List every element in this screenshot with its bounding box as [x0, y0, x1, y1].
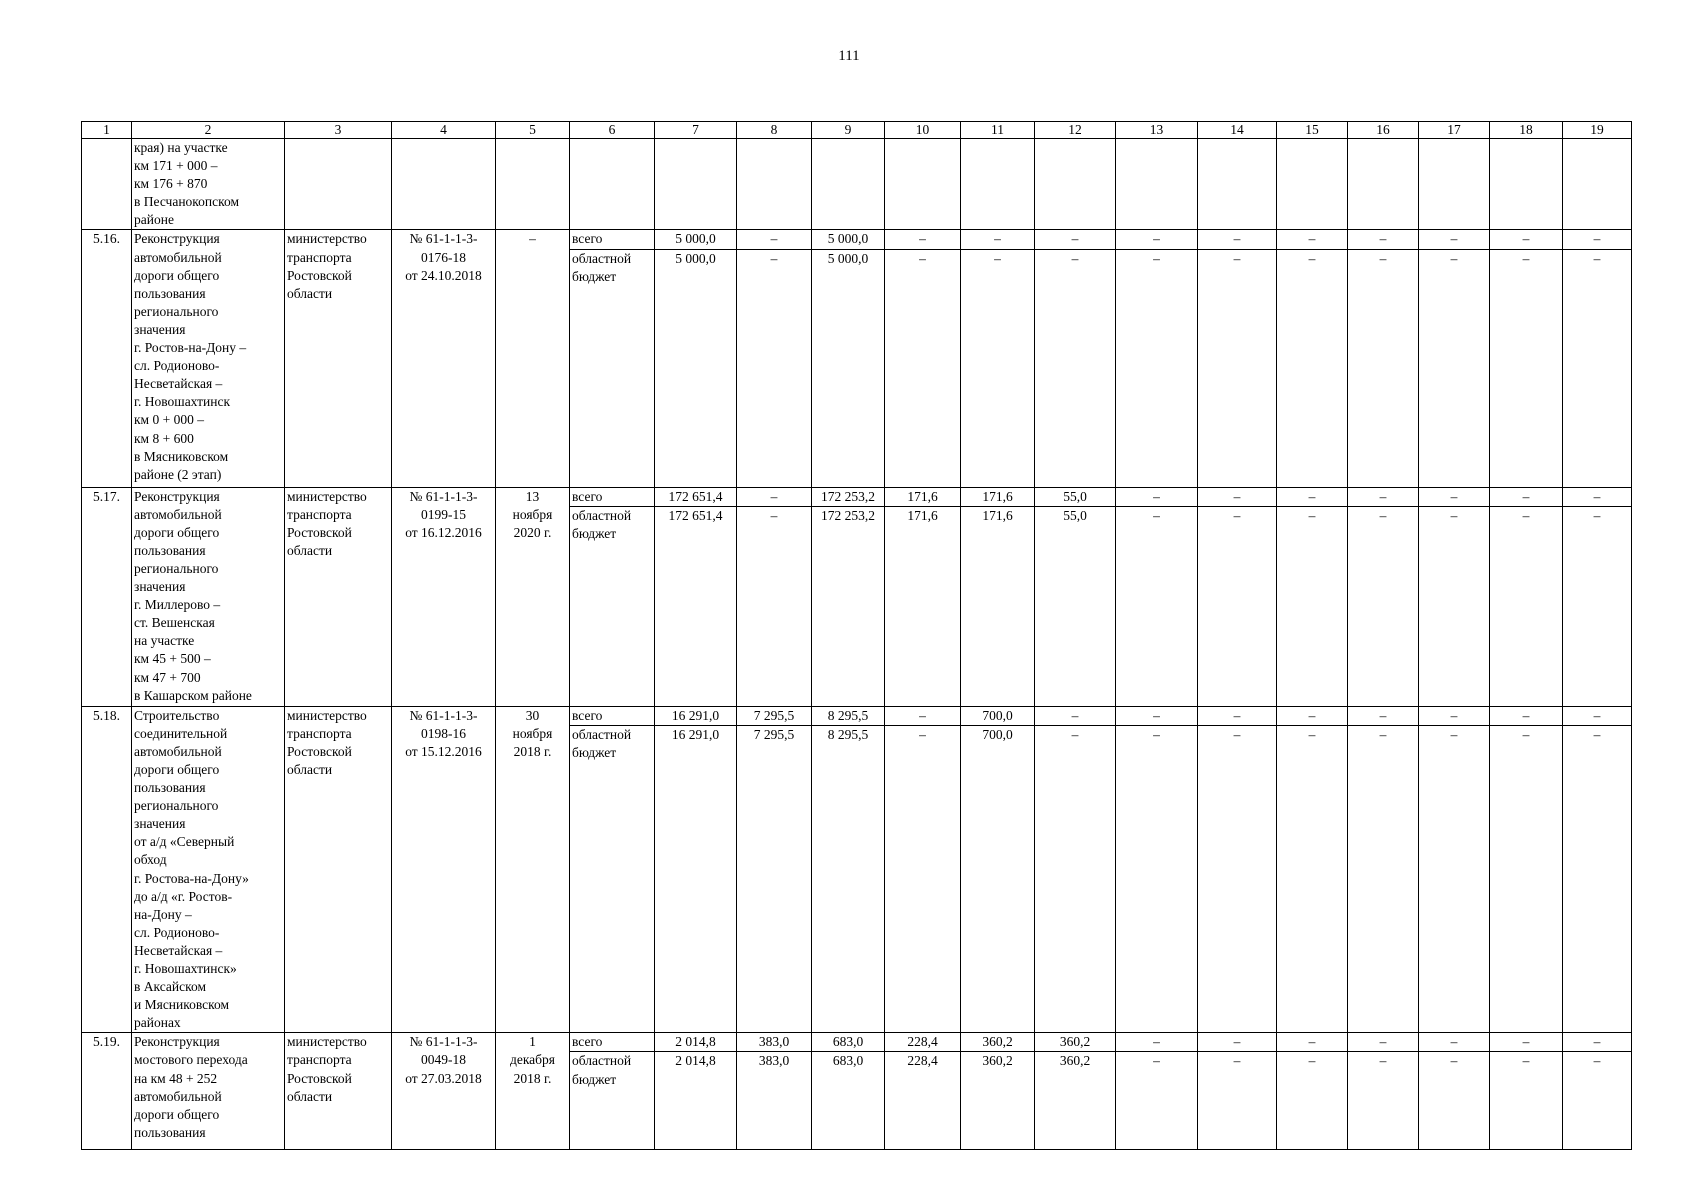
empty-cell — [1277, 139, 1348, 230]
value-cell: 228,4 — [885, 1033, 961, 1052]
column-header-8: 8 — [737, 122, 812, 139]
value-cell: – — [737, 506, 812, 706]
empty-cell — [655, 139, 737, 230]
column-header-10: 10 — [885, 122, 961, 139]
column-header-13: 13 — [1116, 122, 1198, 139]
value-cell: – — [1419, 230, 1490, 249]
funding-source-cell: областной бюджет — [570, 249, 655, 487]
empty-cell — [1490, 139, 1563, 230]
column-header-12: 12 — [1035, 122, 1116, 139]
value-cell: – — [1348, 706, 1419, 725]
item-number-cell: 5.16. — [82, 230, 132, 487]
value-cell: – — [1419, 1052, 1490, 1150]
value-cell: – — [1198, 487, 1277, 506]
permit-cell: № 61-1-1-3- 0199-15 от 16.12.2016 — [392, 487, 496, 706]
value-cell: – — [1563, 506, 1632, 706]
empty-cell — [961, 139, 1035, 230]
value-cell: 55,0 — [1035, 487, 1116, 506]
value-cell: – — [1490, 1052, 1563, 1150]
empty-cell — [82, 139, 132, 230]
customer-cell: министерство транспорта Ростовской области — [285, 706, 392, 1033]
permit-cell: № 61-1-1-3- 0049-18 от 27.03.2018 — [392, 1033, 496, 1150]
continuation-row — [82, 139, 1632, 230]
value-cell: – — [1277, 249, 1348, 487]
value-cell: 360,2 — [961, 1033, 1035, 1052]
value-cell: – — [1277, 506, 1348, 706]
value-cell: – — [1348, 1052, 1419, 1150]
column-header-3: 3 — [285, 122, 392, 139]
value-cell: – — [1035, 706, 1116, 725]
value-cell: 383,0 — [737, 1033, 812, 1052]
value-cell: 16 291,0 — [655, 725, 737, 1033]
value-cell: – — [1277, 1052, 1348, 1150]
value-cell: 5 000,0 — [655, 249, 737, 487]
value-cell: 55,0 — [1035, 506, 1116, 706]
value-cell: – — [1419, 725, 1490, 1033]
value-cell: – — [1490, 1033, 1563, 1052]
value-cell: 383,0 — [737, 1052, 812, 1150]
funding-source-cell: всего — [570, 230, 655, 249]
permit-cell: № 61-1-1-3- 0176-18 от 24.10.2018 — [392, 230, 496, 487]
value-cell: – — [1116, 249, 1198, 487]
value-cell: – — [1419, 506, 1490, 706]
value-cell: 5 000,0 — [655, 230, 737, 249]
column-header-7: 7 — [655, 122, 737, 139]
value-cell: 360,2 — [1035, 1052, 1116, 1150]
value-cell: – — [1198, 1033, 1277, 1052]
value-cell: 171,6 — [961, 487, 1035, 506]
value-cell: 700,0 — [961, 706, 1035, 725]
object-name-cell: Реконструкция автомобильной дороги общего пользования регионального значения г. Миллерово – ст. Вешенская на участке км 45 + 500 – км 47 + 700 в Кашарском районе — [132, 487, 285, 706]
value-cell: – — [1116, 506, 1198, 706]
value-cell: – — [1419, 487, 1490, 506]
column-header-15: 15 — [1277, 122, 1348, 139]
page-number: 111 — [838, 48, 860, 64]
value-cell: – — [1116, 1033, 1198, 1052]
value-cell: 700,0 — [961, 725, 1035, 1033]
value-cell: – — [1198, 249, 1277, 487]
empty-cell — [496, 139, 570, 230]
value-cell: 172 651,4 — [655, 506, 737, 706]
column-header-11: 11 — [961, 122, 1035, 139]
value-cell: – — [1277, 725, 1348, 1033]
value-cell: 228,4 — [885, 1052, 961, 1150]
object-name-cell: Реконструкция автомобильной дороги общего пользования регионального значения г. Ростов-на-Дону – сл. Родионово- Несветайская – г. Новошахтинск км 0 + 000 – км 8 + 600 в Мясниковском районе (2 этап) — [132, 230, 285, 487]
funding-source-cell: всего — [570, 1033, 655, 1052]
value-cell: – — [1035, 725, 1116, 1033]
funding-source-cell: всего — [570, 487, 655, 506]
value-cell: 683,0 — [812, 1052, 885, 1150]
value-cell: – — [1198, 230, 1277, 249]
empty-cell — [392, 139, 496, 230]
column-header-2: 2 — [132, 122, 285, 139]
value-cell: – — [1563, 706, 1632, 725]
value-cell: – — [885, 249, 961, 487]
empty-cell — [1348, 139, 1419, 230]
empty-cell — [885, 139, 961, 230]
empty-cell — [1419, 139, 1490, 230]
column-header-5: 5 — [496, 122, 570, 139]
value-cell: 5 000,0 — [812, 230, 885, 249]
value-cell: – — [1116, 725, 1198, 1033]
value-cell: – — [1563, 230, 1632, 249]
value-cell: – — [885, 706, 961, 725]
table-row — [82, 1033, 1632, 1052]
value-cell: – — [1116, 230, 1198, 249]
value-cell: – — [1277, 706, 1348, 725]
value-cell: 171,6 — [885, 506, 961, 706]
value-cell: – — [1490, 725, 1563, 1033]
value-cell: 8 295,5 — [812, 725, 885, 1033]
value-cell: – — [1035, 230, 1116, 249]
table-row — [82, 706, 1632, 725]
empty-cell — [1198, 139, 1277, 230]
value-cell: – — [1198, 506, 1277, 706]
permit-cell: № 61-1-1-3- 0198-16 от 15.12.2016 — [392, 706, 496, 1033]
value-cell: – — [1116, 1052, 1198, 1150]
empty-cell — [285, 139, 392, 230]
completion-date-cell: 1 декабря 2018 г. — [496, 1033, 570, 1150]
object-name-cell: края) на участке км 171 + 000 – км 176 + 870 в Песчанокопском районе — [132, 139, 285, 230]
value-cell: – — [1490, 706, 1563, 725]
value-cell: – — [737, 249, 812, 487]
column-header-9: 9 — [812, 122, 885, 139]
value-cell: 683,0 — [812, 1033, 885, 1052]
column-header-19: 19 — [1563, 122, 1632, 139]
value-cell: – — [1348, 249, 1419, 487]
value-cell: 8 295,5 — [812, 706, 885, 725]
column-number-header — [82, 122, 1632, 139]
table-row — [82, 230, 1632, 249]
value-cell: – — [1563, 1052, 1632, 1150]
empty-cell — [1563, 139, 1632, 230]
investment-table — [81, 121, 1632, 1150]
column-header-1: 1 — [82, 122, 132, 139]
value-cell: 5 000,0 — [812, 249, 885, 487]
value-cell: – — [1419, 249, 1490, 487]
column-header-14: 14 — [1198, 122, 1277, 139]
object-name-cell: Реконструкция мостового перехода на км 48 + 252 автомобильной дороги общего пользования — [132, 1033, 285, 1150]
value-cell: – — [1116, 706, 1198, 725]
value-cell: – — [885, 725, 961, 1033]
value-cell: 360,2 — [1035, 1033, 1116, 1052]
customer-cell: министерство транспорта Ростовской области — [285, 1033, 392, 1150]
value-cell: 7 295,5 — [737, 725, 812, 1033]
value-cell: – — [1116, 487, 1198, 506]
value-cell: – — [1277, 487, 1348, 506]
funding-source-cell: всего — [570, 706, 655, 725]
value-cell: – — [885, 230, 961, 249]
item-number-cell: 5.17. — [82, 487, 132, 706]
column-header-4: 4 — [392, 122, 496, 139]
funding-source-cell: областной бюджет — [570, 506, 655, 706]
value-cell: – — [1348, 506, 1419, 706]
value-cell: – — [1563, 725, 1632, 1033]
funding-source-cell: областной бюджет — [570, 1052, 655, 1150]
value-cell: – — [1419, 1033, 1490, 1052]
value-cell: – — [961, 230, 1035, 249]
column-header-16: 16 — [1348, 122, 1419, 139]
table-row — [82, 487, 1632, 506]
value-cell: 360,2 — [961, 1052, 1035, 1150]
column-header-6: 6 — [570, 122, 655, 139]
value-cell: 7 295,5 — [737, 706, 812, 725]
column-header-18: 18 — [1490, 122, 1563, 139]
value-cell: 2 014,8 — [655, 1033, 737, 1052]
empty-cell — [1035, 139, 1116, 230]
value-cell: 171,6 — [961, 506, 1035, 706]
value-cell: – — [1348, 1033, 1419, 1052]
value-cell: – — [737, 230, 812, 249]
object-name-cell: Строительство соединительной автомобильной дороги общего пользования регионального значения от а/д «Северный обход г. Ростова-на-Дону» до а/д «г. Ростов- на-Дону – сл. Родионово- Несветайская – г. Новошахтинск» в Аксайском и Мясниковском районах — [132, 706, 285, 1033]
value-cell: 172 651,4 — [655, 487, 737, 506]
value-cell: – — [1277, 1033, 1348, 1052]
value-cell: – — [1490, 249, 1563, 487]
value-cell: – — [1563, 487, 1632, 506]
value-cell: – — [1563, 1033, 1632, 1052]
value-cell: – — [1348, 230, 1419, 249]
completion-date-cell: 13 ноября 2020 г. — [496, 487, 570, 706]
column-header-17: 17 — [1419, 122, 1490, 139]
completion-date-cell: – — [496, 230, 570, 487]
customer-cell: министерство транспорта Ростовской области — [285, 487, 392, 706]
value-cell: – — [737, 487, 812, 506]
value-cell: – — [1490, 487, 1563, 506]
value-cell: – — [1035, 249, 1116, 487]
value-cell: – — [1348, 725, 1419, 1033]
value-cell: – — [1277, 230, 1348, 249]
completion-date-cell: 30 ноября 2018 г. — [496, 706, 570, 1033]
empty-cell — [570, 139, 655, 230]
value-cell: – — [1490, 506, 1563, 706]
value-cell: – — [1563, 249, 1632, 487]
customer-cell: министерство транспорта Ростовской области — [285, 230, 392, 487]
value-cell: 16 291,0 — [655, 706, 737, 725]
value-cell: – — [1198, 706, 1277, 725]
empty-cell — [1116, 139, 1198, 230]
value-cell: – — [1198, 725, 1277, 1033]
value-cell: 172 253,2 — [812, 487, 885, 506]
value-cell: 172 253,2 — [812, 506, 885, 706]
value-cell: – — [961, 249, 1035, 487]
value-cell: – — [1198, 1052, 1277, 1150]
empty-cell — [812, 139, 885, 230]
item-number-cell: 5.19. — [82, 1033, 132, 1150]
value-cell: 171,6 — [885, 487, 961, 506]
empty-cell — [737, 139, 812, 230]
value-cell: – — [1490, 230, 1563, 249]
value-cell: – — [1419, 706, 1490, 725]
funding-source-cell: областной бюджет — [570, 725, 655, 1033]
item-number-cell: 5.18. — [82, 706, 132, 1033]
value-cell: 2 014,8 — [655, 1052, 737, 1150]
value-cell: – — [1348, 487, 1419, 506]
